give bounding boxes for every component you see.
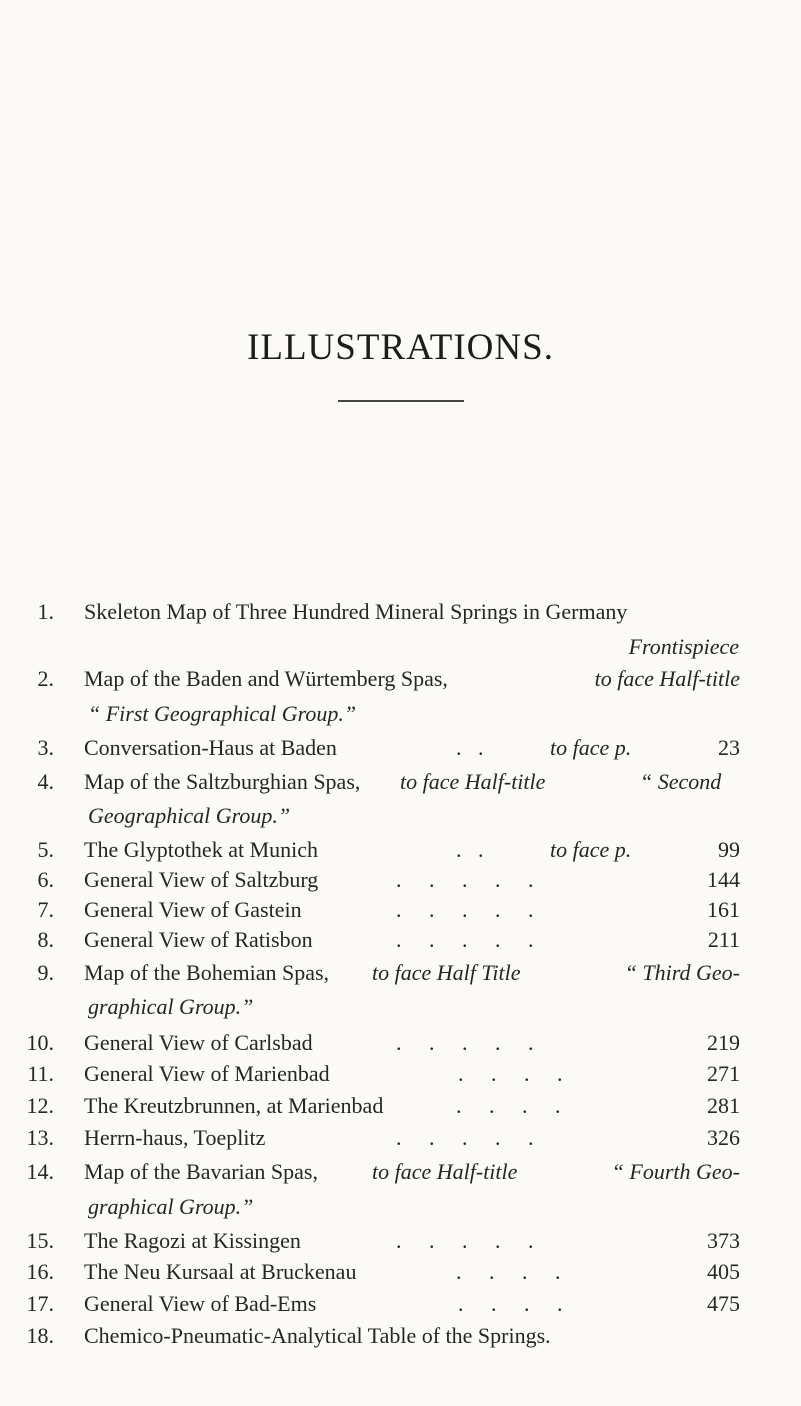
page-title: ILLUSTRATIONS. xyxy=(247,327,554,368)
leader-dots: . . . . . xyxy=(396,897,534,922)
item-page: 23 xyxy=(718,735,740,760)
item-text: Chemico-Pneumatic-Analytical Table of the Springs. xyxy=(84,1323,551,1348)
item-number: 8. xyxy=(37,927,54,952)
leader-dots: . . xyxy=(456,735,484,760)
item-text: General View of Bad-Ems xyxy=(84,1291,317,1316)
item-text: General View of Gastein xyxy=(84,897,302,922)
leader-dots: . . . . xyxy=(458,1061,563,1086)
leader-dots: . . . . xyxy=(456,1093,561,1118)
item-number: 2. xyxy=(37,666,54,691)
item-facing: to face Half Title xyxy=(372,960,521,985)
item-page: 475 xyxy=(707,1291,740,1316)
item-page: 161 xyxy=(707,897,740,922)
item-number: 15. xyxy=(26,1228,54,1253)
item-page: 99 xyxy=(718,837,740,862)
leader-dots: . . xyxy=(456,837,484,862)
item-text: Map of the Bohemian Spas, xyxy=(84,960,330,985)
item-facing: to face Half-title xyxy=(400,769,546,794)
item-facing: to face Half-title xyxy=(372,1159,518,1184)
item-page: 219 xyxy=(707,1030,740,1055)
item-tail: “ Third Geo- xyxy=(624,960,740,985)
item-text: General View of Saltzburg xyxy=(84,867,319,892)
item-page: 373 xyxy=(707,1228,740,1253)
item-reference: Frontispiece xyxy=(628,634,739,659)
item-facing: to face p. xyxy=(550,735,632,760)
item-number: 7. xyxy=(37,897,54,922)
item-page: 144 xyxy=(707,867,740,892)
item-number: 3. xyxy=(37,735,54,760)
item-text: Skeleton Map of Three Hundred Mineral Springs in Germany xyxy=(84,599,628,624)
leader-dots: . . . . . xyxy=(396,927,534,952)
item-text: Map of the Baden and Würtemberg Spas, xyxy=(84,666,448,691)
item-text: Map of the Bavarian Spas, xyxy=(84,1159,318,1184)
item-page: 326 xyxy=(707,1125,740,1150)
item-number: 1. xyxy=(37,599,54,624)
item-text: General View of Marienbad xyxy=(84,1061,330,1086)
item-page: 405 xyxy=(707,1259,740,1284)
item-continuation: “ First Geographical Group.” xyxy=(88,701,357,726)
leader-dots: . . . . . xyxy=(396,1228,534,1253)
item-number: 11. xyxy=(27,1061,54,1086)
item-number: 12. xyxy=(26,1093,54,1118)
item-text: Map of the Saltzburghian Spas, xyxy=(84,769,361,794)
item-number: 18. xyxy=(26,1323,54,1348)
item-continuation: graphical Group.” xyxy=(88,1194,254,1219)
item-facing: to face p. xyxy=(550,837,632,862)
item-number: 9. xyxy=(37,960,54,985)
item-page: 271 xyxy=(707,1061,740,1086)
item-text: General View of Ratisbon xyxy=(84,927,313,952)
item-number: 6. xyxy=(37,867,54,892)
item-number: 10. xyxy=(26,1030,54,1055)
item-continuation: Geographical Group.” xyxy=(88,803,291,828)
item-number: 17. xyxy=(26,1291,54,1316)
item-text: The Neu Kursaal at Bruckenau xyxy=(84,1259,357,1284)
item-number: 4. xyxy=(37,769,54,794)
item-text: The Ragozi at Kissingen xyxy=(84,1228,301,1253)
leader-dots: . . . . xyxy=(458,1291,563,1316)
item-number: 16. xyxy=(26,1259,54,1284)
item-page: 281 xyxy=(707,1093,740,1118)
item-facing: to face Half-title xyxy=(594,666,740,691)
item-number: 13. xyxy=(26,1125,54,1150)
item-text: Herrn-haus, Toeplitz xyxy=(84,1125,266,1150)
item-text: General View of Carlsbad xyxy=(84,1030,313,1055)
item-number: 5. xyxy=(37,837,54,862)
item-text: The Kreutzbrunnen, at Marienbad xyxy=(84,1093,384,1118)
item-number: 14. xyxy=(26,1159,54,1184)
leader-dots: . . . . . xyxy=(396,1030,534,1055)
item-tail: “ Second xyxy=(640,769,722,794)
leader-dots: . . . . . xyxy=(396,1125,534,1150)
item-tail: “ Fourth Geo- xyxy=(611,1159,740,1184)
item-text: The Glyptothek at Munich xyxy=(84,837,319,862)
leader-dots: . . . . . xyxy=(396,867,534,892)
title-rule xyxy=(338,400,464,402)
item-continuation: graphical Group.” xyxy=(88,994,254,1019)
leader-dots: . . . . xyxy=(456,1259,561,1284)
item-text: Conversation-Haus at Baden xyxy=(84,735,337,760)
item-page: 211 xyxy=(707,927,740,952)
